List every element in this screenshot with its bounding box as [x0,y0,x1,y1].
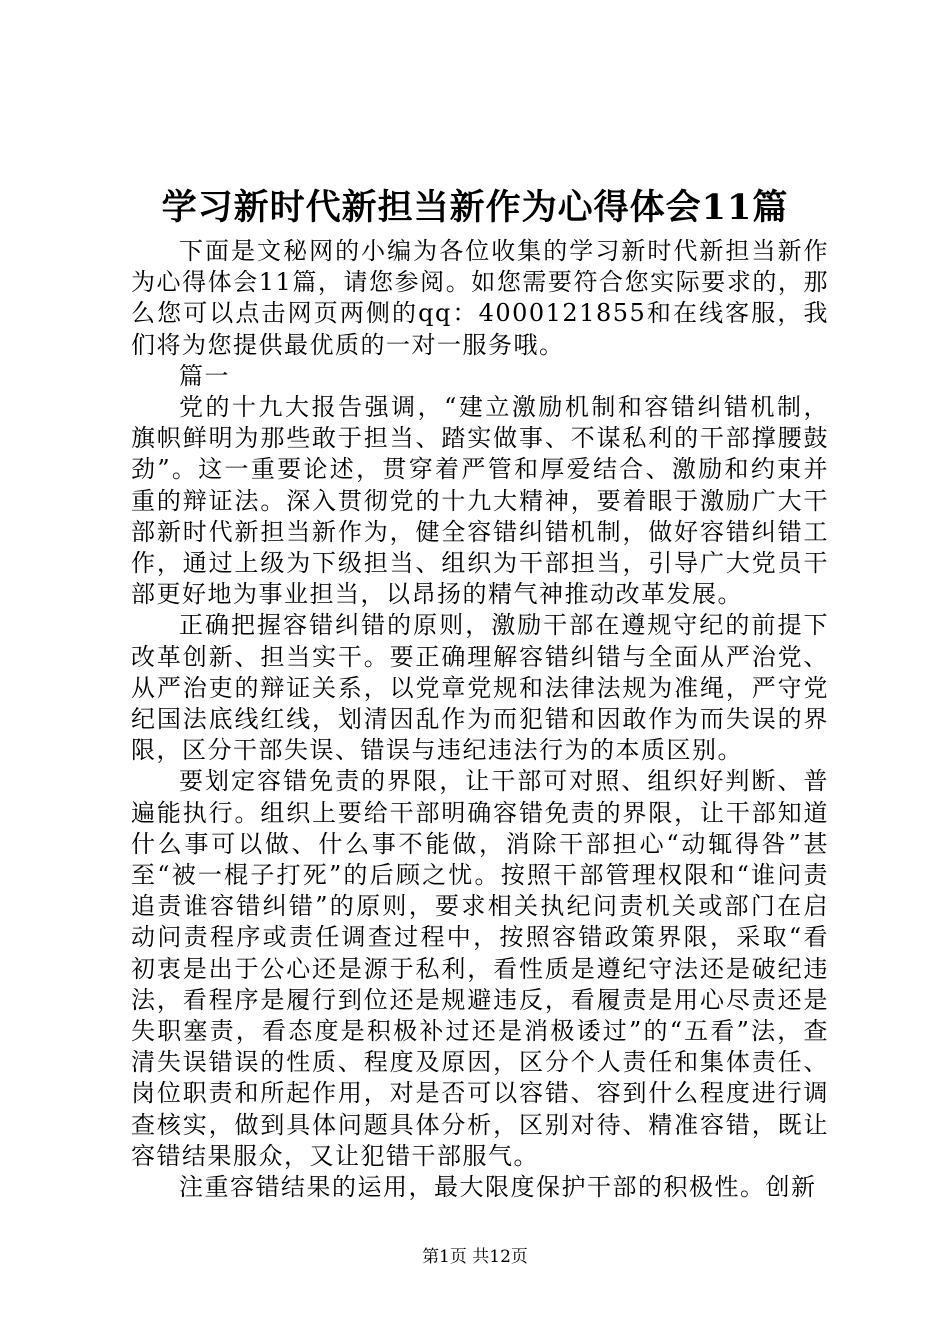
intro-paragraph: 下面是文秘网的小编为各位收集的学习新时代新担当新作为心得体会11篇，请您参阅。如您需要符合您实际要求的，那么您可以点击网页两侧的qq：4000121855和在线客服，我们将为您提供最优质的一对一服务哦。 [131,237,829,359]
page-title: 学习新时代新担当新作为心得体会11篇 [161,187,789,228]
section-heading: 篇一 [179,361,230,390]
document-body [131,236,829,1203]
body-paragraph: 党的十九大报告强调，“建立激励机制和容错纠错机制，旗帜鲜明为那些敢于担当、踏实做事、不谋私利的干部撑腰鼓劲”。这一重要论述，贯穿着严管和厚爱结合、激励和约束并重的辩证法。深入贯彻党的十九大精神，要着眼于激励广大干部新时代新担当新作为，健全容错纠错机制，做好容错纠错工作，通过上级为下级担当、组织为干部担当，引导广大党员干部更好地为事业担当，以昂扬的精气神推动改革发展。 [131,393,829,609]
page-number-footer: 第1页 共12页 [422,1247,528,1267]
body-paragraph: 要划定容错免责的界限，让干部可对照、组织好判断、普遍能执行。组织上要给干部明确容错免责的界限，让干部知道什么事可以做、什么事不能做，消除干部担心“动辄得咎”甚至“被一棍子打死”的后顾之忧。按照干部管理权限和“谁问责追责谁容错纠错”的原则，要求相关执纪问责机关或部门在启动问责程序或责任调查过程中，按照容错政策界限，采取“看初衷是出于公心还是源于私利，看性质是遵纪守法还是破纪违法，看程序是履行到位还是规避违反，看履责是用心尽责还是失职塞责，看态度是积极补过还是消极诿过”的“五看”法，查清失误错误的性质、程度及原因，区分个人责任和集体责任、岗位职责和所起作用，对是否可以容错、容到什么程度进行调查核实，做到具体问题具体分析，区别对待、精准容错，既让容错结果服众，又让犯错干部服气。 [131,767,829,1170]
body-paragraph: 注重容错结果的运用，最大限度保护干部的积极性。创新 [179,1173,817,1202]
body-paragraph: 正确把握容错纠错的原则，激励干部在遵规守纪的前提下改革创新、担当实干。要正确理解容错纠错与全面从严治党、从严治吏的辩证关系，以党章党规和法律法规为准绳，严守党纪国法底线红线，划清因乱作为而犯错和因敢作为而失误的界限，区分干部失误、错误与违纪违法行为的本质区别。 [131,611,829,765]
